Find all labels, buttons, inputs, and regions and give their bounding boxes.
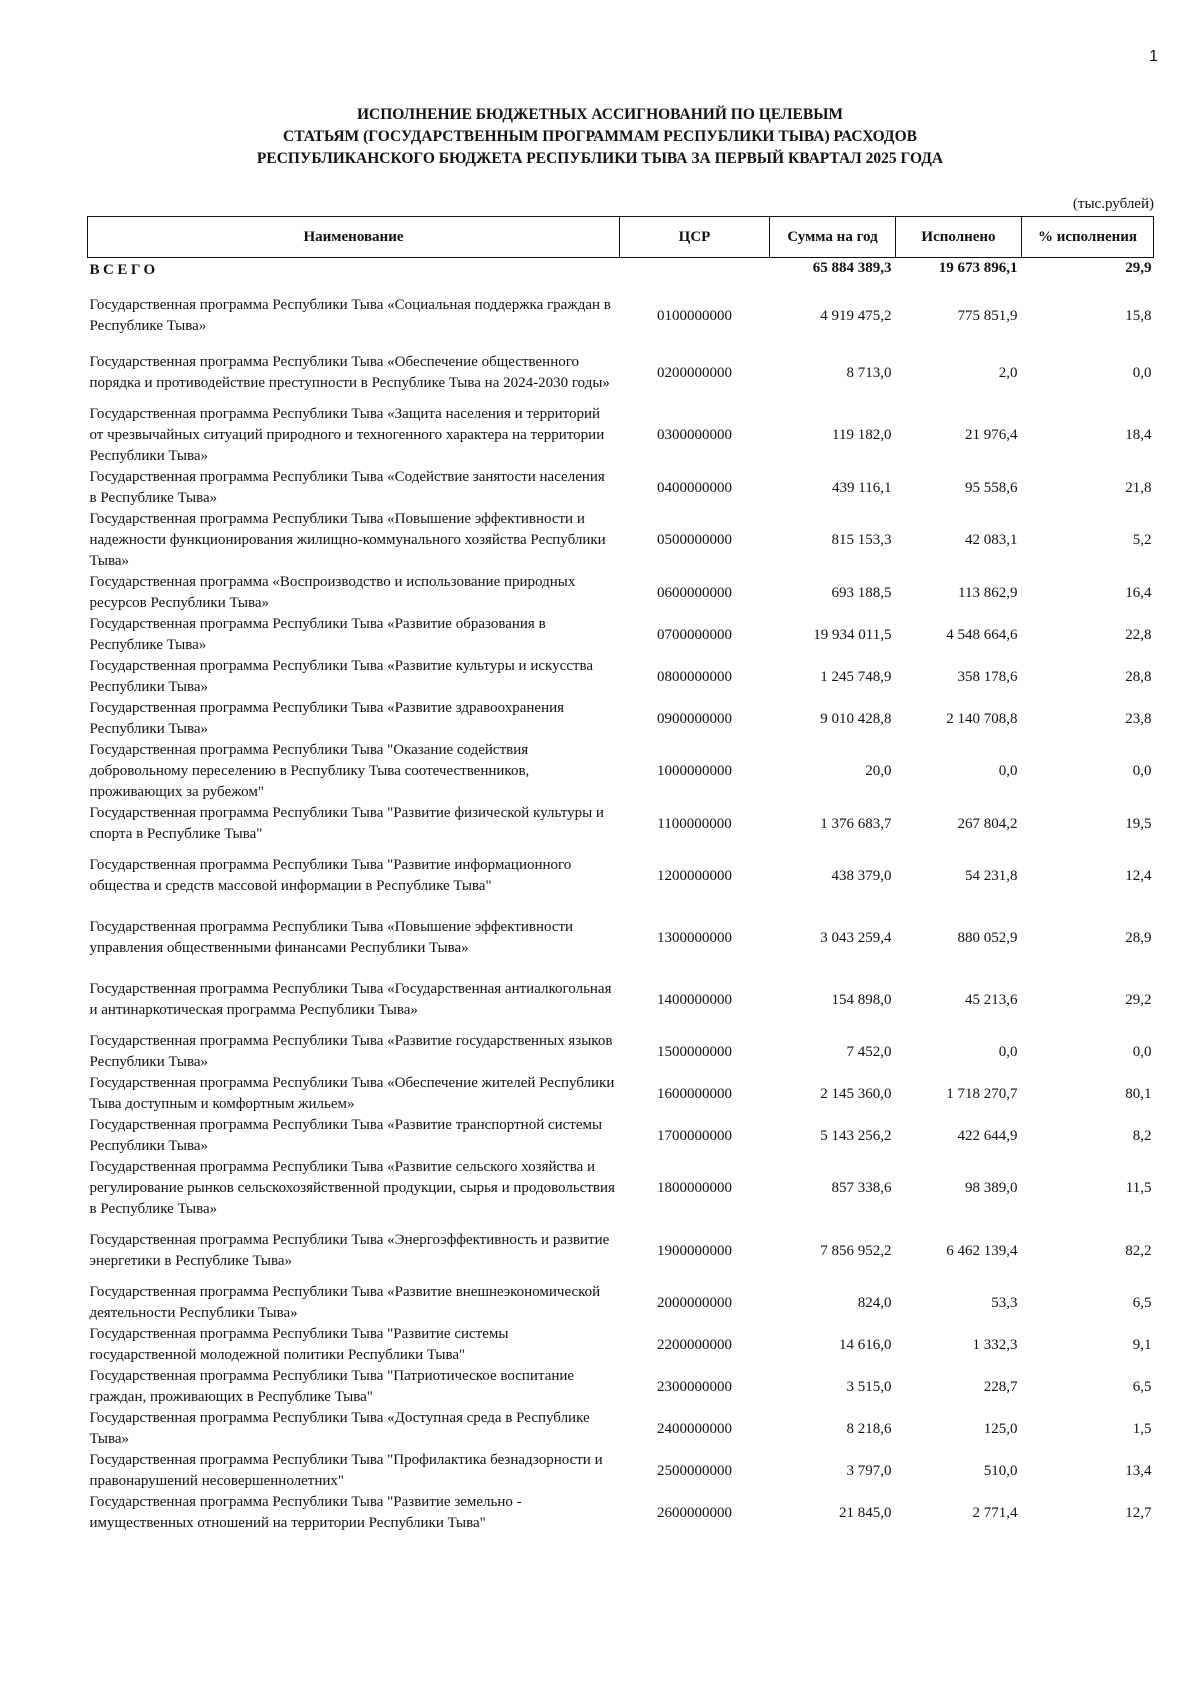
executed-cell: 125,0: [983, 1420, 1018, 1437]
annual-sum-cell: 3 043 259,4: [820, 929, 892, 946]
executed-cell: 775 851,9: [957, 307, 1018, 324]
executed-cell: 2,0: [998, 364, 1018, 381]
program-name-cell: Государственная программа Республики Тыва «Развитие внешнеэкономической деятельности Республики Тыва»: [89, 1284, 601, 1321]
program-name-cell: Государственная программа Республики Тыва «Содействие занятости населения в Республике Тыва»: [89, 469, 605, 506]
header-pct: % исполнения: [1022, 217, 1154, 258]
executed-cell: 1 718 270,7: [946, 1085, 1018, 1102]
annual-sum-cell: 3 515,0: [846, 1378, 892, 1395]
annual-sum-cell: 857 338,6: [831, 1180, 892, 1196]
annual-sum-cell: 5 143 256,2: [820, 1127, 892, 1144]
table-row: [88, 1324, 1154, 1366]
execution-percent-cell: 0,0: [1132, 1043, 1152, 1060]
annual-sum-cell: 21 845,0: [839, 1504, 892, 1521]
table-body: [88, 258, 1154, 1535]
program-name-cell: Государственная программа «Воспроизводство и использование природных ресурсов Республики Тыва»: [89, 574, 576, 611]
table-row: [88, 1220, 1154, 1282]
annual-sum-cell: 14 616,0: [839, 1336, 892, 1353]
header-done: Исполнено: [896, 217, 1022, 258]
annual-sum-cell: 20,0: [865, 763, 892, 779]
execution-percent-cell: 28,9: [1125, 929, 1152, 946]
program-name-cell: Государственная программа Республики Тыва "Развитие системы государственной молодежной политики Республики Тыва": [89, 1326, 509, 1363]
program-name-cell: Государственная программа Республики Тыва «Социальная поддержка граждан в Республике Тыва»: [89, 297, 611, 334]
annual-sum-cell: 19 934 011,5: [813, 626, 892, 643]
executed-cell: 510,0: [983, 1462, 1018, 1479]
table-row: [88, 404, 1154, 467]
execution-percent-cell: 16,4: [1125, 584, 1152, 601]
header-csr: ЦСР: [620, 217, 770, 258]
execution-percent-cell: 9,1: [1132, 1336, 1152, 1353]
csr-code-cell: 2000000000: [657, 1294, 732, 1311]
table-row: [88, 1073, 1154, 1115]
annual-sum-cell: 8 713,0: [846, 364, 892, 381]
annual-sum-cell: 119 182,0: [832, 427, 892, 443]
csr-code-cell: 0700000000: [657, 626, 732, 643]
table-row: [88, 1031, 1154, 1073]
annual-sum-cell: 4 919 475,2: [820, 307, 892, 324]
execution-percent-cell: 28,8: [1125, 668, 1152, 685]
table-row: [88, 1408, 1154, 1450]
title-line-2: СТАТЬЯМ (ГОСУДАРСТВЕННЫМ ПРОГРАММАМ РЕСПУБЛИКИ ТЫВА) РАСХОДОВ: [283, 128, 917, 145]
program-name-cell: Государственная программа Республики Тыва «Доступная среда в Республике Тыва»: [89, 1410, 590, 1447]
annual-sum-cell: 1 245 748,9: [820, 668, 892, 685]
table-row: [88, 509, 1154, 572]
annual-sum-cell: 8 218,6: [846, 1420, 892, 1437]
program-name-cell: Государственная программа Республики Тыва "Развитие физической культуры и спорта в Республике Тыва": [89, 805, 604, 842]
program-name-cell: Государственная программа Республики Тыва «Защита населения и территорий от чрезвычайных ситуаций природного и техногенного характера на территории Республики Тыва»: [89, 406, 605, 464]
execution-percent-cell: 0,0: [1132, 763, 1152, 779]
executed-cell: 2 771,4: [972, 1504, 1018, 1521]
program-name-cell: Государственная программа Республики Тыва «Повышение эффективности управления общественными финансами Республики Тыва»: [89, 919, 574, 956]
executed-cell: 21 976,4: [965, 427, 1018, 443]
title-line-3: РЕСПУБЛИКАНСКОГО БЮДЖЕТА РЕСПУБЛИКИ ТЫВА ЗА ПЕРВЫЙ КВАРТАЛ 2025 ГОДА: [256, 150, 944, 167]
execution-percent-cell: 12,7: [1125, 1504, 1152, 1521]
page-number: 1: [1149, 48, 1158, 65]
table-row: [88, 1450, 1154, 1492]
execution-percent-cell: 15,8: [1125, 307, 1152, 324]
execution-percent-cell: 18,4: [1125, 427, 1152, 443]
executed-cell: 6 462 139,4: [946, 1242, 1018, 1259]
csr-code-cell: 1100000000: [657, 815, 732, 832]
execution-percent-cell: 23,8: [1125, 710, 1152, 727]
table-row: [88, 845, 1154, 907]
table-row: [88, 1282, 1154, 1324]
executed-cell: 1 332,3: [972, 1336, 1018, 1353]
execution-percent-cell: 0,0: [1132, 364, 1152, 381]
csr-code-cell: 1800000000: [657, 1180, 732, 1196]
total-name: ВСЕГО: [89, 262, 159, 278]
executed-cell: 98 389,0: [965, 1180, 1018, 1196]
csr-code-cell: 2500000000: [657, 1462, 732, 1479]
annual-sum-cell: 9 010 428,8: [820, 710, 892, 727]
program-name-cell: Государственная программа Республики Тыва «Обеспечение общественного порядка и противодействие преступности в Республике Тыва на 2024-2030 годы»: [89, 354, 610, 391]
executed-cell: 4 548 664,6: [946, 626, 1018, 643]
table-row: [88, 969, 1154, 1031]
program-name-cell: Государственная программа Республики Тыва «Развитие культуры и искусства Республики Тыва»: [89, 658, 594, 695]
execution-percent-cell: 82,2: [1125, 1242, 1152, 1259]
executed-cell: 45 213,6: [965, 991, 1018, 1008]
execution-percent-cell: 12,4: [1125, 867, 1152, 884]
csr-code-cell: 0500000000: [657, 532, 732, 548]
annual-sum-cell: 3 797,0: [846, 1462, 892, 1479]
executed-cell: 0,0: [998, 1043, 1018, 1060]
table-row: [88, 656, 1154, 698]
executed-cell: 267 804,2: [957, 815, 1018, 832]
csr-code-cell: 0600000000: [657, 584, 732, 601]
execution-percent-cell: 80,1: [1125, 1085, 1152, 1102]
annual-sum-cell: 815 153,3: [831, 532, 892, 548]
executed-cell: 113 862,9: [958, 584, 1018, 601]
execution-percent-cell: 6,5: [1132, 1294, 1152, 1311]
program-name-cell: Государственная программа Республики Тыва "Оказание содействия добровольному переселению в Республику Тыва соотечественников, проживающих за рубежом": [89, 742, 530, 800]
total-plan: 65 884 389,3: [812, 260, 892, 276]
table-row: [88, 1492, 1154, 1534]
annual-sum-cell: 1 376 683,7: [820, 815, 892, 832]
execution-percent-cell: 11,5: [1125, 1180, 1152, 1196]
title-line-1: ИСПОЛНЕНИЕ БЮДЖЕТНЫХ АССИГНОВАНИЙ ПО ЦЕЛЕВЫМ: [356, 106, 844, 123]
executed-cell: 358 178,6: [957, 668, 1018, 685]
execution-percent-cell: 6,5: [1132, 1378, 1152, 1395]
execution-percent-cell: 29,2: [1125, 991, 1152, 1008]
csr-code-cell: 1300000000: [657, 929, 732, 946]
execution-percent-cell: 5,2: [1132, 532, 1152, 548]
executed-cell: 42 083,1: [965, 532, 1018, 548]
executed-cell: 422 644,9: [957, 1127, 1018, 1144]
table-row: [88, 572, 1154, 614]
table-row: [88, 740, 1154, 803]
annual-sum-cell: 154 898,0: [831, 991, 892, 1008]
annual-sum-cell: 824,0: [857, 1294, 892, 1311]
total-done: 19 673 896,1: [938, 260, 1018, 276]
csr-code-cell: 1500000000: [657, 1043, 732, 1060]
program-name-cell: Государственная программа Республики Тыва «Повышение эффективности и надежности функционирования жилищно-коммунального хозяйства Республики Тыва»: [89, 511, 606, 569]
csr-code-cell: 0300000000: [657, 427, 732, 443]
annual-sum-cell: 7 452,0: [846, 1043, 892, 1060]
table-row: [88, 1366, 1154, 1408]
executed-cell: 228,7: [983, 1378, 1018, 1395]
program-name-cell: Государственная программа Республики Тыва «Государственная антиалкогольная и антинаркотическая программа Республики Тыва»: [89, 981, 612, 1018]
table-row: [88, 1115, 1154, 1157]
program-name-cell: Государственная программа Республики Тыва «Обеспечение жителей Республики Тыва доступным и комфортным жильем»: [89, 1075, 615, 1112]
csr-code-cell: 0400000000: [657, 479, 732, 496]
table-row: [88, 803, 1154, 845]
program-name-cell: Государственная программа Республики Тыва "Профилактика безнадзорности и правонарушений несовершеннолетних": [89, 1452, 603, 1489]
csr-code-cell: 2200000000: [657, 1336, 732, 1353]
execution-percent-cell: 22,8: [1125, 626, 1152, 643]
table-row: [88, 1157, 1154, 1220]
executed-cell: 0,0: [998, 763, 1018, 779]
csr-code-cell: 0200000000: [657, 364, 732, 381]
csr-code-cell: 0800000000: [657, 668, 732, 685]
executed-cell: 2 140 708,8: [946, 710, 1018, 727]
executed-cell: 880 052,9: [957, 929, 1018, 946]
program-name-cell: Государственная программа Республики Тыва «Развитие сельского хозяйства и регулирование рынков сельскохозяйственной продукции, сырья и продовольствия в Республике Тыва»: [89, 1159, 615, 1217]
annual-sum-cell: 2 145 360,0: [820, 1085, 892, 1102]
table-row: [88, 614, 1154, 656]
csr-code-cell: 1200000000: [657, 867, 732, 884]
csr-code-cell: 1600000000: [657, 1085, 732, 1102]
annual-sum-cell: 693 188,5: [831, 584, 892, 601]
csr-code-cell: 1700000000: [657, 1127, 732, 1144]
execution-percent-cell: 13,4: [1125, 1462, 1152, 1479]
units-label: (тыс.рублей): [1072, 196, 1154, 212]
executed-cell: 53,3: [991, 1294, 1018, 1311]
total-pct: 29,9: [1125, 260, 1152, 276]
table-header: [88, 217, 1154, 258]
total-row: [88, 258, 1154, 291]
execution-percent-cell: 19,5: [1125, 815, 1152, 832]
csr-code-cell: 2400000000: [657, 1420, 732, 1437]
csr-code-cell: 2300000000: [657, 1378, 732, 1395]
csr-code-cell: 1000000000: [657, 763, 732, 779]
annual-sum-cell: 438 379,0: [831, 867, 892, 884]
csr-code-cell: 0100000000: [657, 307, 732, 324]
header-name: Наименование: [88, 217, 620, 258]
table-row: [88, 698, 1154, 740]
csr-code-cell: 2600000000: [657, 1504, 732, 1521]
program-name-cell: Государственная программа Республики Тыва "Развитие земельно - имущественных отношений на территории Республики Тыва": [89, 1494, 522, 1531]
total-csr: [620, 258, 770, 291]
table-row: [88, 290, 1154, 342]
table-row: [88, 467, 1154, 509]
execution-percent-cell: 8,2: [1132, 1127, 1152, 1144]
program-name-cell: Государственная программа Республики Тыва "Патриотическое воспитание граждан, проживающих в Республике Тыва": [89, 1368, 575, 1405]
header-plan: Сумма на год: [770, 217, 896, 258]
document-title: [0, 104, 1200, 170]
csr-code-cell: 1400000000: [657, 991, 732, 1008]
table-row: [88, 342, 1154, 404]
table-row: [88, 907, 1154, 969]
executed-cell: 95 558,6: [965, 479, 1018, 496]
annual-sum-cell: 439 116,1: [832, 479, 892, 496]
program-name-cell: Государственная программа Республики Тыва «Развитие здравоохранения Республики Тыва»: [89, 700, 565, 737]
executed-cell: 54 231,8: [965, 867, 1018, 884]
program-name-cell: Государственная программа Республики Тыва «Развитие государственных языков Республики Тыва»: [89, 1033, 613, 1070]
program-name-cell: Государственная программа Республики Тыва «Развитие образования в Республике Тыва»: [89, 616, 546, 653]
execution-percent-cell: 1,5: [1132, 1420, 1152, 1437]
execution-percent-cell: 21,8: [1125, 479, 1152, 496]
csr-code-cell: 0900000000: [657, 710, 732, 727]
annual-sum-cell: 7 856 952,2: [820, 1242, 892, 1259]
program-name-cell: Государственная программа Республики Тыва «Энергоэффективность и развитие энергетики в Республике Тыва»: [89, 1232, 610, 1269]
program-name-cell: Государственная программа Республики Тыва "Развитие информационного общества и средств массовой информации в Республике Тыва": [89, 857, 572, 894]
program-name-cell: Государственная программа Республики Тыва «Развитие транспортной системы Республики Тыва»: [89, 1117, 603, 1154]
csr-code-cell: 1900000000: [657, 1242, 732, 1259]
budget-table: [87, 216, 1154, 1534]
